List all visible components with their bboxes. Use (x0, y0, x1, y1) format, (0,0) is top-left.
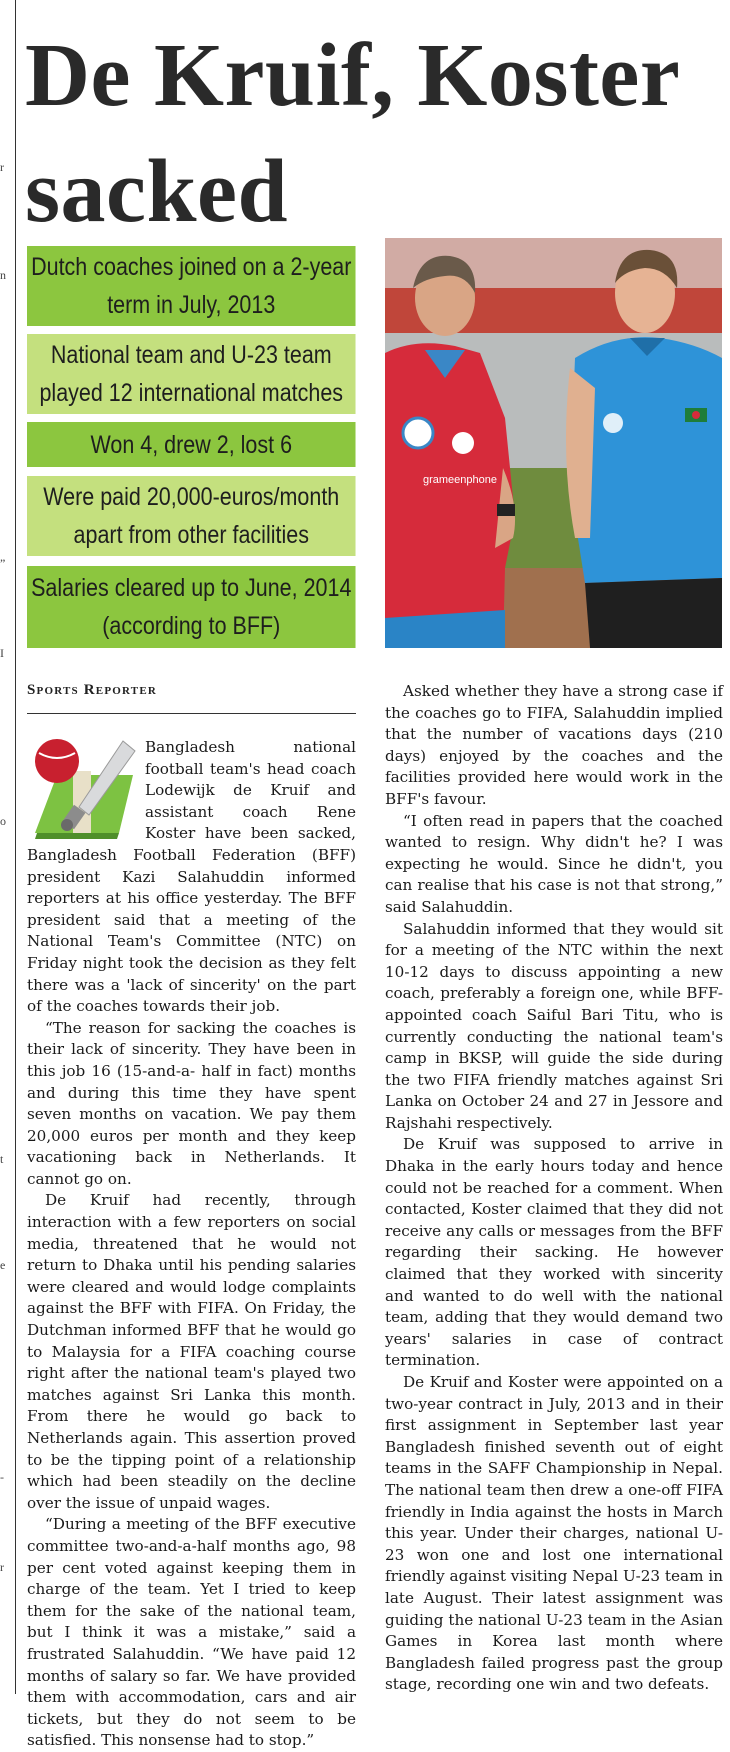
fact-box: Were paid 20,000-euros/month apart from other facilities (27, 476, 356, 556)
column-rule (15, 0, 16, 1694)
sponsor-text: grameenphone (423, 474, 498, 486)
coaches-photo (385, 238, 722, 648)
badge-icon (603, 413, 623, 433)
article-paragraph: De Kruif had recently, through interaction with a few reporters on social media, threatened that he would not return to Dhaka until his pending salaries were cleared and would lodge complaints against the BFF with FIFA. On Friday, the Dutchman informed BFF that he would go to Malaysia for a FIFA coaching course right after the national team's played two matches against Sri Lanka this month. From there he would go back to Netherlands again. This assertion proved to be the tipping point of a relationship which had been steadily on the decline over the issue of unpaid wages. (27, 1191, 356, 1512)
headline: De Kruif, Koster sacked (25, 26, 679, 241)
margin-text-fragment: - (0, 1470, 4, 1484)
byline: Sports Reporter (27, 682, 157, 698)
margin-text-fragment: e (0, 1258, 6, 1272)
byline-rule (27, 713, 356, 714)
margin-text-fragment: o (0, 814, 6, 828)
margin-text-fragment: r (0, 1560, 4, 1574)
article-paragraph: Asked whether they have a strong case if the coaches go to FIFA, Salahuddin implied that the number of vacations days (210 days) enjoyed by the coaches and the facilities provided here would work in the BFF's favour. (385, 682, 723, 808)
fact-box: National team and U-23 team played 12 international matches (27, 334, 356, 414)
badge-icon (403, 418, 433, 448)
margin-text-fragment: t (0, 1152, 4, 1166)
cricket-section-icon (27, 737, 139, 841)
article-paragraph: Salahuddin informed that they would sit for a meeting of the NTC within the next 10-12 days to discuss appointing a new coach, preferably a foreign one, while BFF-appointed coach Saiful Bari Titu, who is currently conducting the national team's camp in BKSP, will guide the side during the two FIFA friendly matches against Sri Lanka on October 24 and 27 in Jessore and Rajshahi respectively. (385, 919, 723, 1132)
article-column-left (27, 737, 356, 1752)
pitch-edge-icon (35, 833, 119, 839)
article-column-right (385, 681, 723, 1696)
sponsor-logo-icon (452, 432, 474, 454)
article-paragraph: “The reason for sacking the coaches is their lack of sincerity. They have been in this job 16 (15-and-a- half in fact) months and during this time they have spent seven months on vacation. We pay them 20,000 euros per month and they keep vacationing back in Netherlands. It cannot go on. (27, 1018, 356, 1188)
article-paragraph: De Kruif and Koster were appointed on a two-year contract in July, 2013 and in their first assignment in September last year Bangladesh finished seventh out of eight teams in the SAFF Championship in Nepal. The national team then drew a one-off FIFA friendly in India against the hosts in March this year. Under their charges, national U-23 won one and lost one international friendly against visiting Nepal U-23 team in late August. Their latest assignment was guiding the national U-23 team in the Asian Games in Korea last month where Bangladesh failed progress past the group stage, recording one win and two defeats. (385, 1373, 723, 1694)
margin-text-fragment: r (0, 160, 4, 174)
article-paragraph: “I often read in papers that the coached wanted to resign. Why didn't he? I was expecting he would. Since he didn't, you can realise that his case is not that strong,” said Salahuddin. (385, 811, 723, 916)
wristwatch (497, 504, 515, 516)
blue-jersey (570, 337, 722, 583)
article-paragraph: “During a meeting of the BFF executive committee two-and-a-half months ago, 98 per cent voted against keeping them in charge of the team. Yet I tried to keep them for the sake of the national team, but I think it was a mistake,” said a frustrated Salahuddin. “We have paid 12 months of salary so far. We have provided them with accommodation, cars and air tickets, but they do not seem to be satisfied. This nonsense had to stop.” (27, 1515, 356, 1750)
flag-disc (692, 411, 700, 419)
margin-text-fragment: ” (0, 556, 6, 570)
fact-box: Won 4, drew 2, lost 6 (27, 422, 356, 467)
margin-text-fragment: I (0, 646, 4, 660)
fact-box: Dutch coaches joined on a 2-year term in July, 2013 (27, 246, 356, 326)
bat-knob-icon (61, 819, 73, 831)
black-shorts (585, 578, 722, 648)
article-paragraph: De Kruif was supposed to arrive in Dhaka in the early hours today and hence could not be reached for a comment. When contacted, Koster claimed that they did not receive any calls or messages from the BFF regarding their sacking. He however claimed that they worked with sincerity and wanted to do well with the national team, adding that they would demand two years' salaries in case of contract termination. (385, 1135, 723, 1370)
photo-illustration (385, 238, 722, 648)
ball-icon (35, 739, 79, 783)
margin-text-fragment: n (0, 268, 6, 282)
fact-box: Salaries cleared up to June, 2014 (according to BFF) (27, 566, 356, 648)
article-paragraph: Bangladesh national football team's head coach Lodewijk de Kruif and assistant coach Rene Koster have been sacked, Bangladesh Football Federation (BFF) president Kazi Salahuddin informed reporters at his office yesterday. The BFF president said that a meeting of the National Team's Committee (NTC) on Friday night took the decision as they felt there was a 'lack of sincerity' on the part of the coaches towards their job. (27, 738, 356, 1016)
